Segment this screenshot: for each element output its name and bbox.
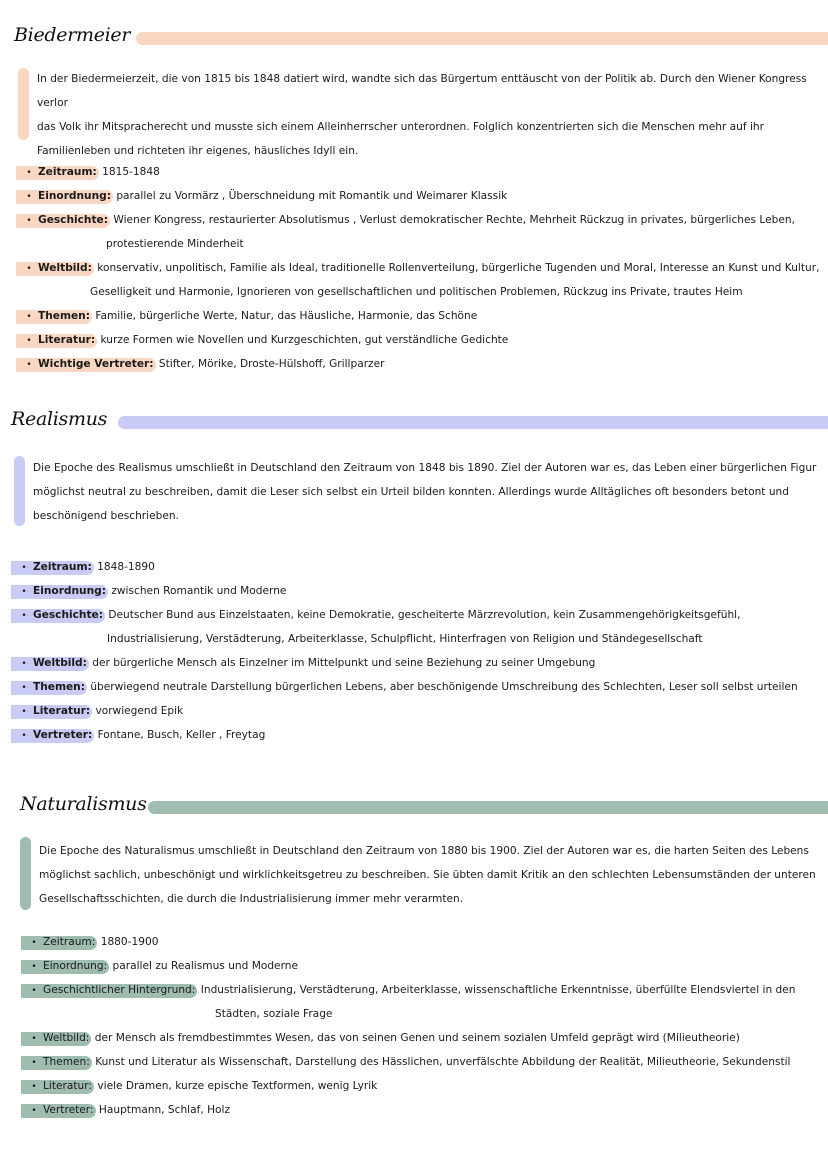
item-value: 1815-1848 — [102, 166, 160, 178]
title-bar — [118, 416, 828, 429]
item-value: der Mensch als fremdbestimmtes Wesen, das von seinen Genen und seinem sozialen Umfeld geprägt wird (Milieutheorie) — [94, 1032, 740, 1044]
list-item — [0, 651, 828, 675]
bullet-icon: • — [21, 731, 27, 741]
item-value: Deutscher Bund aus Einzelstaaten, keine Demokratie, gescheiterte Märzrevolution, kein Zusammengehörigkeitsgefühl, — [108, 609, 741, 621]
item-value: kurze Formen wie Novellen und Kurzgeschichten, gut verständliche Gedichte — [100, 334, 509, 346]
intro-line: möglichst neutral zu beschreiben, damit die Leser sich selbst ein Urteil bilden konnten. Allerdings wurde Alltägliches oft besonders betont und — [33, 486, 789, 498]
item-value: 1848-1890 — [97, 561, 155, 573]
item-value: konservativ, unpolitisch, Familie als Ideal, traditionelle Rollenverteilung, bürgerliche Tugenden und Moral, Interesse an Kunst und Kultur, — [97, 262, 820, 274]
bullet-icon: • — [31, 1058, 37, 1068]
list-item — [0, 1098, 828, 1122]
list-item — [0, 954, 828, 978]
item-key: Vertreter: — [33, 729, 93, 741]
intro-line: Gesellschaftsschichten, die durch die Industrialisierung immer mehr verarmten. — [39, 893, 464, 905]
list-item — [0, 675, 828, 699]
list-item — [0, 930, 828, 954]
section-realismus — [0, 410, 828, 755]
item-key: Themen: — [38, 310, 90, 322]
item-value: parallel zu Vormärz , Überschneidung mit Romantik und Weimarer Klassik — [116, 190, 508, 202]
list-item — [0, 723, 828, 747]
item-key: Zeitraum: — [43, 936, 96, 948]
title-bar — [148, 801, 828, 814]
intro-line: das Volk ihr Mitspracherecht und musste sich einem Alleinherrscher unterordnen. Folglich konzentrierten sich die Menschen mehr auf ihr — [37, 121, 764, 133]
item-key: Zeitraum: — [33, 561, 92, 573]
bullet-icon: • — [26, 216, 32, 226]
item-value: Stifter, Mörike, Droste-Hülshoff, Grillparzer — [158, 358, 385, 370]
item-key: Einordnung: — [33, 585, 106, 597]
item-key: Wichtige Vertreter: — [38, 358, 154, 370]
title-bar — [136, 32, 828, 45]
list-item — [0, 1074, 828, 1098]
bullet-icon: • — [31, 1106, 37, 1116]
list-item — [0, 699, 828, 723]
item-value: Kunst und Literatur als Wissenschaft, Darstellung des Hässlichen, unverfälschte Abbildung der Realität, Milieutheorie, Sekundenstil — [95, 1056, 791, 1068]
intro-accent — [20, 837, 31, 910]
item-value: 1880-1900 — [100, 936, 159, 948]
intro-line: Die Epoche des Naturalismus umschließt in Deutschland den Zeitraum von 1880 bis 1900. Ziel der Autoren war es, die harten Seiten des Lebens — [39, 845, 809, 857]
intro-accent — [18, 68, 29, 140]
item-value: Familie, bürgerliche Werte, Natur, das Häusliche, Harmonie, das Schöne — [95, 310, 478, 322]
intro-line: Die Epoche des Realismus umschließt in Deutschland den Zeitraum von 1848 bis 1890. Ziel der Autoren war es, das Leben einer bürgerlichen Figur — [33, 462, 817, 474]
facts-list — [0, 930, 828, 1122]
bullet-icon: • — [31, 986, 37, 996]
list-item — [0, 555, 828, 579]
item-key: Weltbild: — [43, 1032, 90, 1044]
intro-line: Familienleben und richteten ihr eigenes, häusliches Idyll ein. — [37, 145, 359, 157]
list-item — [0, 160, 828, 184]
item-value: zwischen Romantik und Moderne — [111, 585, 287, 597]
item-key: Themen: — [33, 681, 85, 693]
list-item — [0, 1050, 828, 1074]
item-value: vorwiegend Epik — [95, 705, 184, 717]
item-key: Weltbild: — [33, 657, 87, 669]
bullet-icon: • — [21, 659, 27, 669]
section-title: Naturalismus — [20, 793, 147, 815]
bullet-icon: • — [31, 962, 37, 972]
item-key: Einordnung: — [38, 190, 111, 202]
item-continuation: Industrialisierung, Verstädterung, Arbeiterklasse, Schulpflicht, Hinterfragen von Religion und Ständegesellschaft — [107, 633, 703, 645]
item-key: Themen: — [43, 1056, 90, 1068]
bullet-icon: • — [26, 264, 32, 274]
bullet-icon: • — [26, 336, 32, 346]
bullet-icon: • — [26, 192, 32, 202]
bullet-icon: • — [21, 563, 27, 573]
item-key: Literatur: — [38, 334, 96, 346]
list-item — [0, 256, 828, 304]
list-item — [0, 603, 828, 651]
intro-line: beschönigend beschrieben. — [33, 510, 179, 522]
section-title: Biedermeier — [14, 24, 131, 46]
list-item — [0, 1026, 828, 1050]
intro-paragraph — [39, 839, 816, 911]
list-item — [0, 579, 828, 603]
item-value: Fontane, Busch, Keller , Freytag — [97, 729, 266, 741]
item-key: Zeitraum: — [38, 166, 97, 178]
item-continuation: Städten, soziale Frage — [215, 1008, 333, 1020]
section-naturalismus — [0, 795, 828, 1135]
item-continuation: Geselligkeit und Harmonie, Ignorieren von gesellschaftlichen und politischen Problemen, Rückzug ins Private, trautes Heim — [90, 286, 743, 298]
facts-list — [0, 555, 828, 747]
list-item — [0, 208, 828, 256]
section-biedermeier — [0, 26, 828, 386]
intro-line: In der Biedermeierzeit, die von 1815 bis 1848 datiert wird, wandte sich das Bürgertum enttäuscht von der Politik ab. Durch den Wiener Kongress verlor — [37, 73, 807, 109]
intro-accent — [14, 456, 25, 526]
item-value: viele Dramen, kurze epische Textformen, wenig Lyrik — [97, 1080, 378, 1092]
list-item — [0, 352, 828, 376]
list-item — [0, 184, 828, 208]
list-item — [0, 328, 828, 352]
intro-line: möglichst sachlich, unbeschönigt und wirklichkeitsgetreu zu beschreiben. Sie übten damit Kritik an den schlechten Lebensumständen der unteren — [39, 869, 816, 881]
bullet-icon: • — [31, 1034, 37, 1044]
item-key: Weltbild: — [38, 262, 92, 274]
item-key: Einordnung: — [43, 960, 108, 972]
intro-paragraph — [37, 67, 828, 163]
item-key: Geschichtlicher Hintergrund: — [43, 984, 196, 996]
item-key: Literatur: — [43, 1080, 92, 1092]
item-key: Vertreter: — [43, 1104, 94, 1116]
bullet-icon: • — [21, 611, 27, 621]
bullet-icon: • — [21, 707, 27, 717]
facts-list — [0, 160, 828, 376]
bullet-icon: • — [26, 312, 32, 322]
bullet-icon: • — [26, 360, 32, 370]
bullet-icon: • — [21, 683, 27, 693]
bullet-icon: • — [31, 1082, 37, 1092]
item-continuation: protestierende Minderheit — [106, 238, 244, 250]
bullet-icon: • — [26, 168, 32, 178]
bullet-icon: • — [31, 938, 37, 948]
item-value: Wiener Kongress, restaurierter Absolutismus , Verlust demokratischer Rechte, Mehrheit Rückzug in privates, bürgerliches Leben, — [113, 214, 795, 226]
list-item — [0, 304, 828, 328]
list-item — [0, 978, 828, 1026]
item-value: parallel zu Realismus und Moderne — [112, 960, 298, 972]
item-key: Geschichte: — [38, 214, 108, 226]
item-key: Geschichte: — [33, 609, 103, 621]
item-key: Literatur: — [33, 705, 91, 717]
section-title: Realismus — [11, 408, 108, 430]
intro-paragraph — [33, 456, 816, 528]
item-value: überwiegend neutrale Darstellung bürgerlichen Lebens, aber beschönigende Umschreibung des Schlechten, Leser soll selbst urteilen — [90, 681, 798, 693]
item-value: der bürgerliche Mensch als Einzelner im Mittelpunkt und seine Beziehung zu seiner Umgebung — [92, 657, 596, 669]
item-value: Industrialisierung, Verstädterung, Arbeiterklasse, wissenschaftliche Erkenntnisse, überfüllte Elendsviertel in den — [200, 984, 796, 996]
item-value: Hauptmann, Schlaf, Holz — [98, 1104, 231, 1116]
bullet-icon: • — [21, 587, 27, 597]
